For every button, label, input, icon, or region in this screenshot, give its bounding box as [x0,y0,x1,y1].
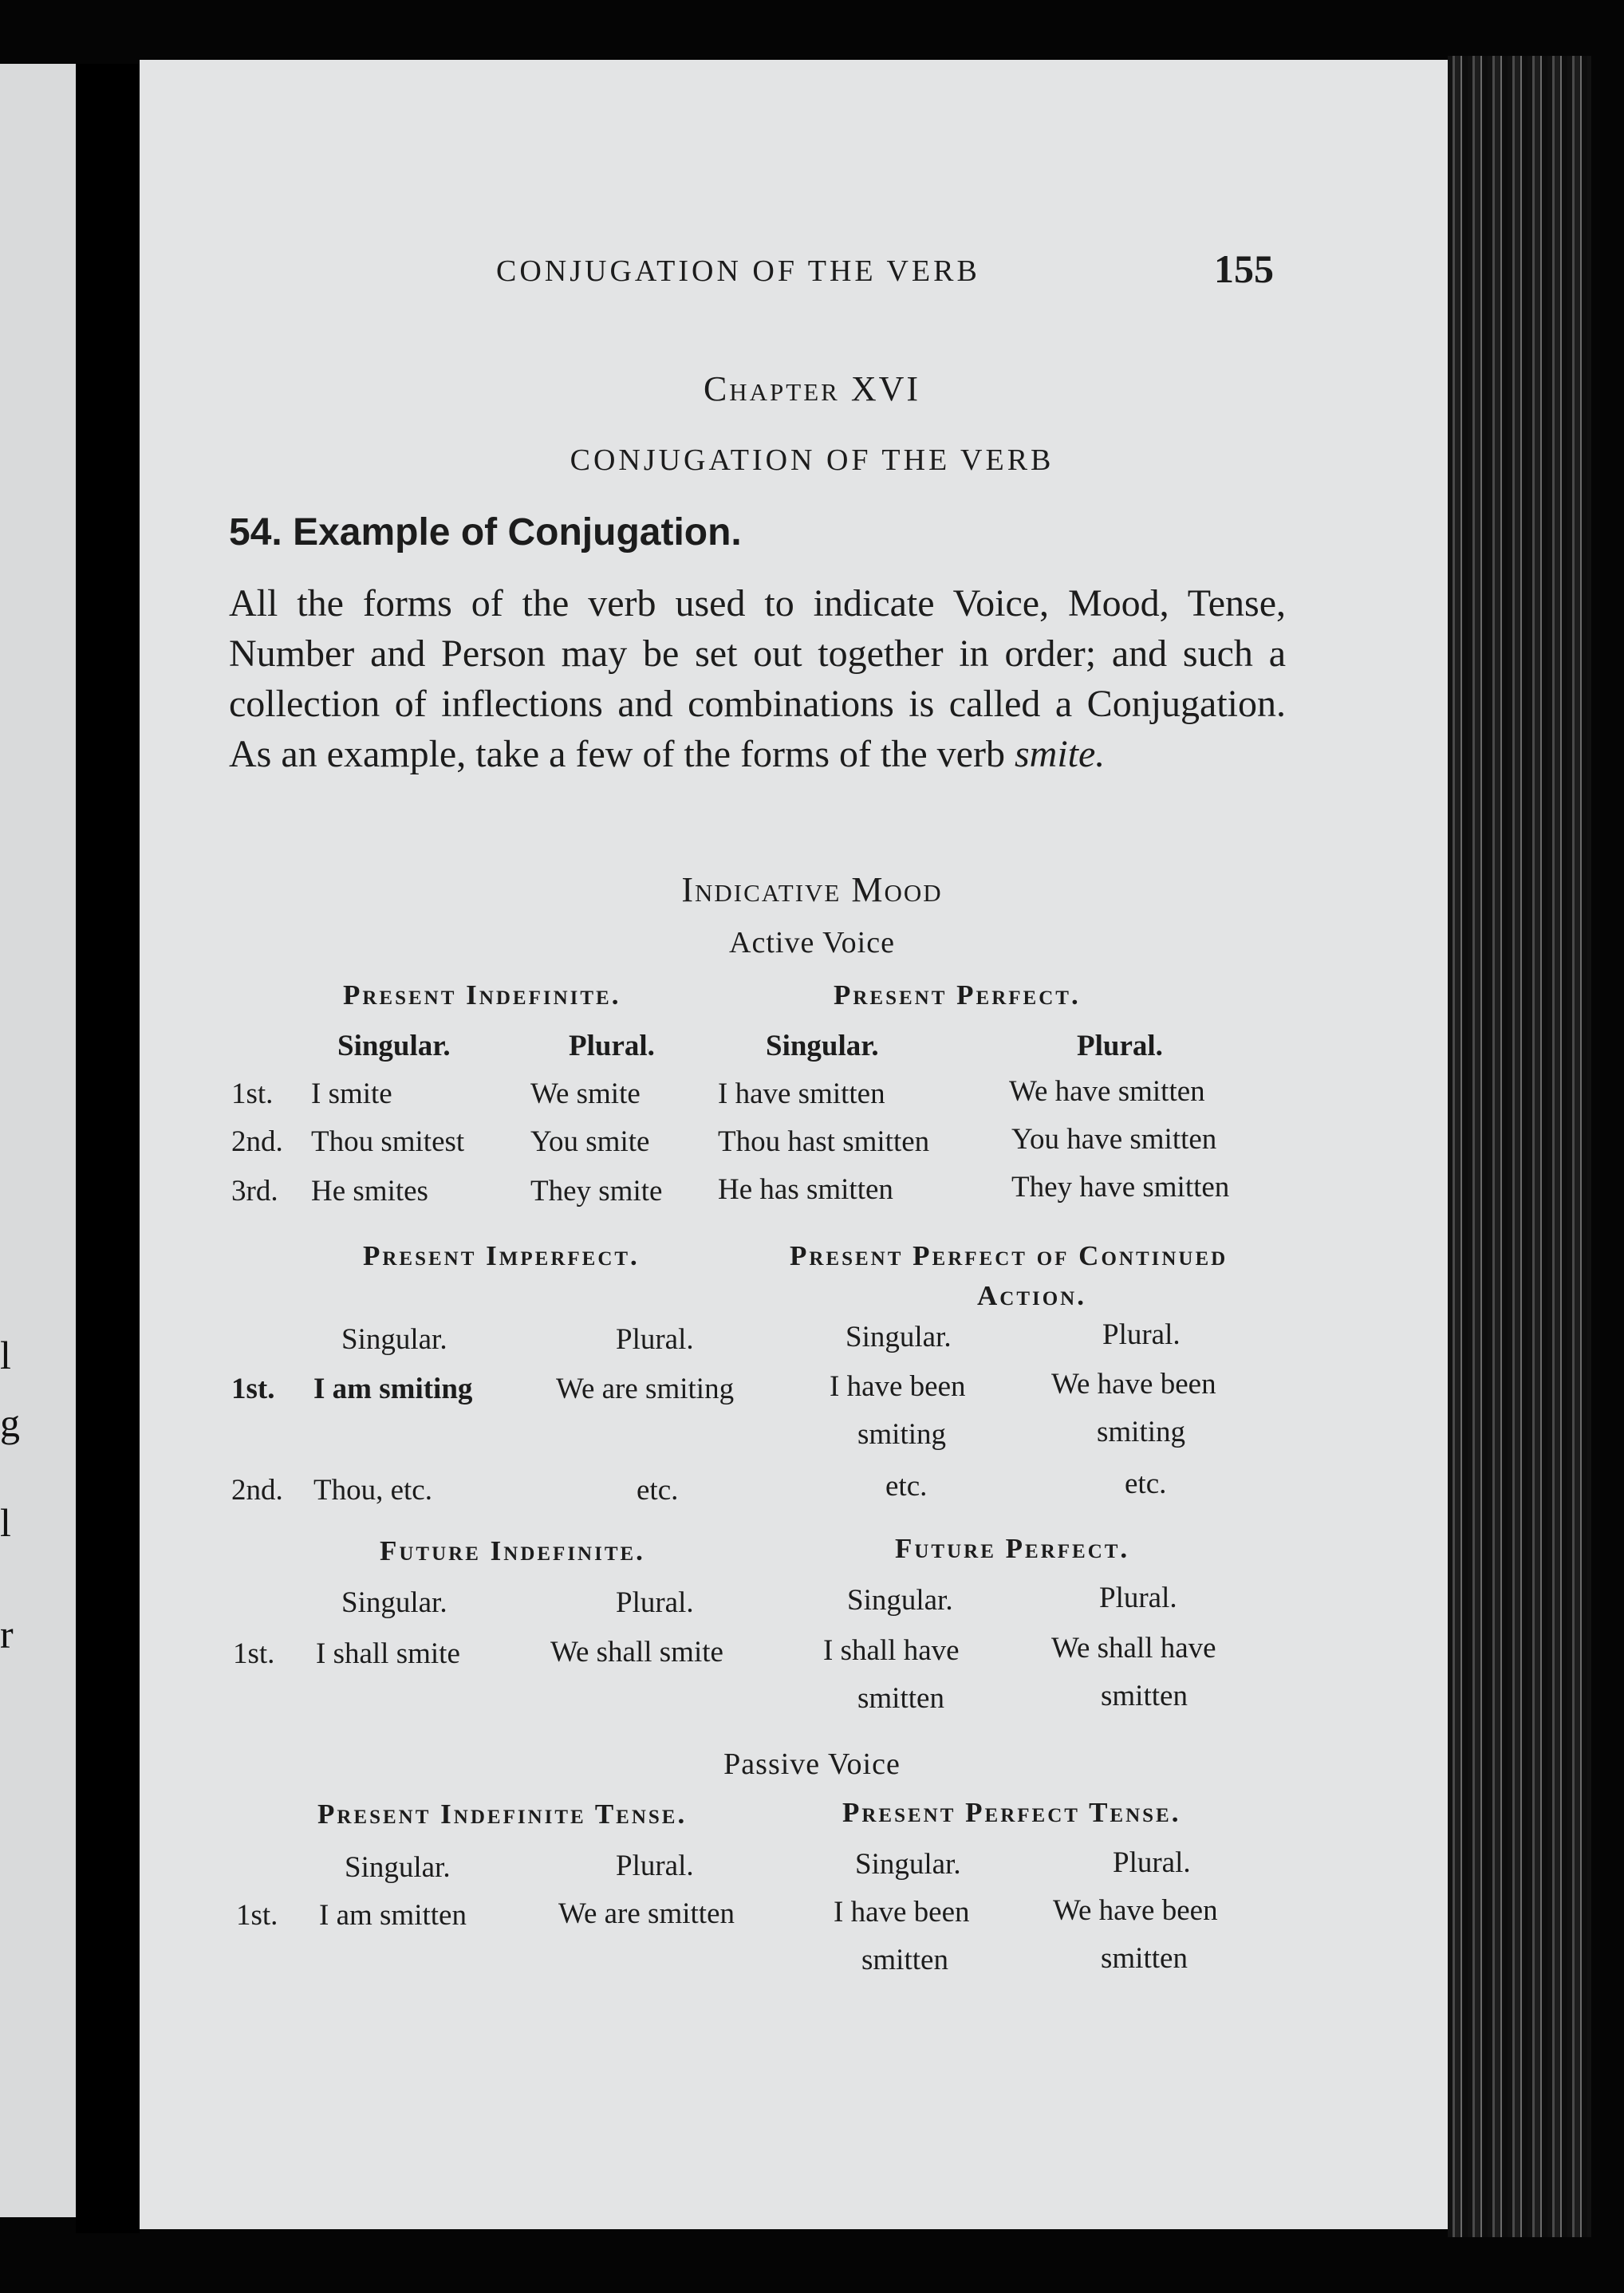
table-cell: He has smitten [718,1173,893,1206]
person-label: 2nd. [231,1125,283,1158]
page-number: 155 [1214,246,1274,291]
column-header: Singular. [341,1323,447,1356]
table-cell: You have smitten [1011,1123,1217,1156]
column-header: Singular. [341,1586,447,1619]
paragraph-text: All the forms of the verb used to indicate Voice, Mood, Tense, Number and Person may be set out together in order; and such a collection of inflections and combinations is called a Conjugation. As an example, take a few of the forms of the verb [229,582,1286,775]
table-cell: I have been [834,1896,970,1929]
tense-title: Present Perfect Tense. [842,1797,1181,1828]
column-header: Plural. [616,1586,694,1619]
table-cell: They smite [530,1175,663,1208]
table-cell: Thou smitest [311,1125,465,1158]
table-cell: smitten [1101,1942,1188,1975]
table-cell: I have been [830,1370,966,1403]
tense-title: Action. [977,1280,1086,1311]
active-voice-title: Active Voice [729,926,895,959]
table-cell: smiting [1097,1416,1186,1448]
person-label: 1st. [231,1373,275,1405]
left-page-fragment: l [0,1333,11,1377]
left-page-fragment: r [0,1612,14,1657]
chapter-label: Chapter XVI [703,369,921,408]
table-cell: He smites [311,1175,428,1208]
column-header: Singular. [766,1030,879,1062]
person-label: 1st. [233,1637,275,1670]
table-cell: I shall smite [316,1637,460,1670]
table-cell: smiting [857,1418,947,1451]
intro-paragraph [229,578,1286,779]
table-cell: smitten [861,1944,948,1976]
table-cell: I have smitten [718,1078,885,1110]
tense-title: Future Indefinite. [380,1535,645,1566]
table-cell: etc. [637,1474,679,1507]
person-label: 1st. [231,1078,274,1110]
tense-title: Future Perfect. [895,1533,1130,1564]
table-cell: smitten [857,1682,944,1715]
column-header: Plural. [1113,1846,1191,1879]
person-label: 3rd. [231,1175,278,1208]
table-cell: We shall smite [550,1636,723,1669]
table-cell: We smite [530,1078,641,1110]
mood-title: Indicative Mood [681,870,943,909]
table-cell: etc. [885,1470,928,1503]
table-cell: I shall have [823,1634,960,1667]
table-cell: Thou hast smitten [718,1125,930,1158]
table-cell: We have been [1051,1368,1216,1401]
column-header: Plural. [1102,1318,1181,1351]
person-label: 1st. [236,1899,278,1932]
table-cell: We have smitten [1009,1075,1205,1108]
tense-title: Present Perfect of Continued [790,1240,1228,1271]
table-cell: I smite [311,1078,392,1110]
table-cell: We are smitten [558,1897,735,1930]
table-cell: We are smiting [556,1373,735,1405]
column-header: Plural. [616,1850,694,1882]
column-header: Plural. [616,1323,694,1356]
table-cell: They have smitten [1011,1171,1230,1204]
table-cell: I am smitten [319,1899,467,1932]
table-cell: Thou, etc. [313,1474,432,1507]
column-header: Singular. [847,1584,953,1617]
section-heading: 54. Example of Conjugation. [229,511,742,554]
column-header: Singular. [855,1848,961,1881]
table-cell: We shall have [1051,1632,1216,1665]
left-page-fragment: l [0,1500,11,1545]
column-header: Plural. [1099,1582,1177,1614]
chapter-title: CONJUGATION OF THE VERB [570,443,1054,477]
column-header: Singular. [345,1851,451,1884]
left-page-fragment: g [0,1401,20,1445]
tense-title: Present Imperfect. [363,1240,640,1271]
column-header: Singular. [846,1321,952,1353]
paragraph-emphasis: smite. [1014,733,1106,775]
passive-voice-title: Passive Voice [723,1747,901,1781]
table-cell: We have been [1053,1894,1218,1927]
table-cell: etc. [1125,1468,1167,1500]
person-label: 2nd. [231,1474,283,1507]
tense-title: Present Perfect. [834,979,1081,1011]
column-header: Plural. [569,1030,655,1062]
table-cell: You smite [530,1125,650,1158]
column-header: Singular. [337,1030,451,1062]
column-header: Plural. [1077,1030,1163,1062]
tense-title: Present Indefinite. [343,979,621,1011]
tense-title: Present Indefinite Tense. [317,1799,688,1830]
table-cell: smitten [1101,1680,1188,1712]
table-cell: I am smiting [313,1373,473,1405]
running-head: CONJUGATION OF THE VERB [496,254,980,288]
